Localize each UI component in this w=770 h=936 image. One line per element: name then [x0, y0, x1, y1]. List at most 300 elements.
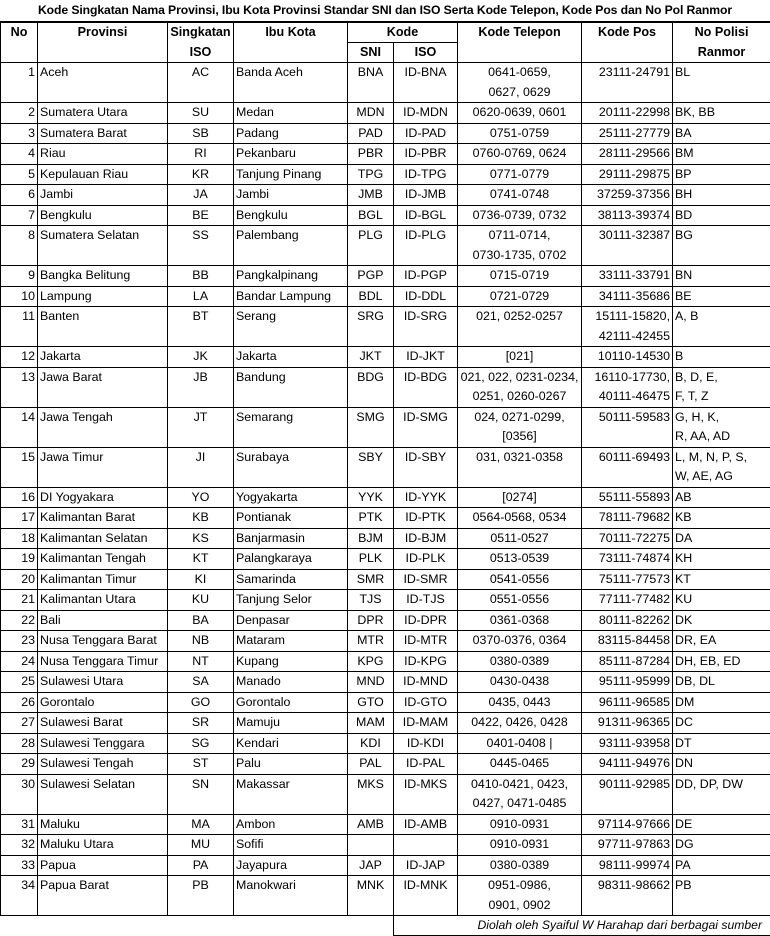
cell-sni: [348, 835, 394, 856]
cell-telepon-line: 0736-0739, 0732: [458, 206, 581, 226]
cell-telepon-line: 0910-0931: [458, 835, 581, 855]
cell-pos: [582, 549, 673, 570]
cell-singkatan: JA: [168, 185, 234, 206]
cell-provinsi: Sulawesi Utara: [38, 672, 168, 693]
cell-singkatan: SS: [168, 226, 234, 266]
cell-nopol: [673, 610, 770, 631]
cell-telepon-line: 024, 0271-0299,: [458, 408, 581, 428]
cell-ibukota: Sofifi: [234, 835, 348, 856]
cell-nopol-line: KH: [673, 549, 770, 569]
table-row: [1, 835, 770, 856]
cell-nopol-line: A, B: [673, 307, 770, 327]
cell-nopol-line: BD: [673, 206, 770, 226]
cell-telepon-line: [0274]: [458, 488, 581, 508]
cell-ibukota: Mamuju: [234, 713, 348, 734]
cell-nopol: [673, 367, 770, 407]
page-title: Kode Singkatan Nama Provinsi, Ibu Kota Provinsi Standar SNI dan ISO Serta Kode Telepon, Kode Pos dan No Pol Ranmor: [0, 0, 770, 22]
cell-provinsi: Jakarta: [38, 347, 168, 368]
cell-pos-line: 55111-55893: [582, 488, 672, 508]
cell-telepon: [458, 835, 582, 856]
cell-nopol-line: KB: [673, 508, 770, 528]
table-row: [1, 447, 770, 487]
cell-pos-line: 80111-82262: [582, 611, 672, 631]
cell-iso: ID-SBY: [394, 447, 458, 487]
cell-iso: ID-PGP: [394, 266, 458, 287]
cell-iso: ID-SMR: [394, 569, 458, 590]
cell-nopol-line: DC: [673, 713, 770, 733]
cell-nopol: [673, 205, 770, 226]
cell-pos: [582, 713, 673, 734]
cell-sni: PGP: [348, 266, 394, 287]
cell-pos: [582, 733, 673, 754]
cell-sni: JMB: [348, 185, 394, 206]
cell-provinsi: Jawa Tengah: [38, 407, 168, 447]
cell-no: 3: [1, 123, 38, 144]
cell-ibukota: Tanjung Pinang: [234, 164, 348, 185]
footer-source: Diolah oleh Syaiful W Harahap dari berbagai sumber: [394, 916, 770, 936]
cell-iso: ID-PLK: [394, 549, 458, 570]
cell-nopol-line: BH: [673, 185, 770, 205]
cell-nopol-line: KU: [673, 590, 770, 610]
cell-no: 18: [1, 528, 38, 549]
cell-nopol-line: BE: [673, 287, 770, 307]
cell-provinsi: Sulawesi Tengah: [38, 754, 168, 775]
cell-telepon-line: 0951-0986,: [458, 876, 581, 896]
cell-ibukota: Manado: [234, 672, 348, 693]
cell-pos: [582, 631, 673, 652]
cell-ibukota: Palangkaraya: [234, 549, 348, 570]
cell-no: 19: [1, 549, 38, 570]
cell-sni: PAD: [348, 123, 394, 144]
cell-pos-line: 85111-87284: [582, 652, 672, 672]
cell-no: 28: [1, 733, 38, 754]
cell-iso: ID-SMG: [394, 407, 458, 447]
cell-singkatan: KU: [168, 590, 234, 611]
cell-no: 7: [1, 205, 38, 226]
cell-telepon: [458, 487, 582, 508]
cell-nopol: [673, 672, 770, 693]
cell-telepon: [458, 610, 582, 631]
cell-iso: ID-KDI: [394, 733, 458, 754]
cell-nopol: [673, 407, 770, 447]
cell-telepon-line: 0721-0729: [458, 287, 581, 307]
cell-sni: AMB: [348, 814, 394, 835]
cell-provinsi: Gorontalo: [38, 692, 168, 713]
cell-telepon-line: 0401-0408 |: [458, 734, 581, 754]
cell-singkatan: SA: [168, 672, 234, 693]
cell-no: 33: [1, 855, 38, 876]
header-singkatan-iso: ISO: [168, 43, 234, 63]
cell-nopol: [673, 876, 770, 916]
cell-nopol-line: BN: [673, 266, 770, 286]
cell-nopol: [673, 814, 770, 835]
cell-pos: [582, 672, 673, 693]
table-row: [1, 774, 770, 814]
cell-iso: ID-MKS: [394, 774, 458, 814]
cell-telepon: [458, 713, 582, 734]
cell-pos: [582, 407, 673, 447]
cell-no: 30: [1, 774, 38, 814]
cell-nopol-line: KT: [673, 570, 770, 590]
cell-pos-line: 78111-79682: [582, 508, 672, 528]
cell-singkatan: PA: [168, 855, 234, 876]
table-row: [1, 754, 770, 775]
cell-pos: [582, 103, 673, 124]
cell-pos-line: 70111-72275: [582, 529, 672, 549]
cell-telepon: [458, 508, 582, 529]
cell-pos-line: 60111-69493: [582, 448, 672, 468]
cell-nopol-line: DM: [673, 693, 770, 713]
cell-singkatan: BT: [168, 307, 234, 347]
cell-no: 23: [1, 631, 38, 652]
cell-nopol-line: BA: [673, 124, 770, 144]
cell-telepon-line: 0751-0759: [458, 124, 581, 144]
cell-iso: ID-BGL: [394, 205, 458, 226]
cell-no: 9: [1, 266, 38, 287]
cell-iso: ID-BDG: [394, 367, 458, 407]
cell-nopol-line: F, T, Z: [673, 387, 770, 407]
cell-nopol: [673, 103, 770, 124]
cell-nopol-line: AB: [673, 488, 770, 508]
cell-nopol-line: BM: [673, 144, 770, 164]
cell-ibukota: Tanjung Selor: [234, 590, 348, 611]
cell-pos-line: 40111-46475: [582, 387, 672, 407]
cell-telepon-line: 0551-0556: [458, 590, 581, 610]
cell-provinsi: Kalimantan Barat: [38, 508, 168, 529]
cell-pos: [582, 569, 673, 590]
cell-singkatan: KS: [168, 528, 234, 549]
cell-ibukota: Bandar Lampung: [234, 286, 348, 307]
cell-telepon: [458, 651, 582, 672]
cell-telepon-line: 0620-0639, 0601: [458, 103, 581, 123]
cell-nopol-line: DN: [673, 754, 770, 774]
table-row: [1, 814, 770, 835]
cell-iso: ID-PLG: [394, 226, 458, 266]
cell-nopol: [673, 164, 770, 185]
cell-iso: ID-JMB: [394, 185, 458, 206]
table-header: [1, 23, 770, 63]
cell-nopol-line: BG: [673, 226, 770, 246]
cell-ibukota: Serang: [234, 307, 348, 347]
cell-provinsi: Bangka Belitung: [38, 266, 168, 287]
cell-pos-line: 15111-15820,: [582, 307, 672, 327]
cell-telepon-line: 031, 0321-0358: [458, 448, 581, 468]
cell-sni: YYK: [348, 487, 394, 508]
cell-ibukota: Manokwari: [234, 876, 348, 916]
cell-singkatan: ST: [168, 754, 234, 775]
cell-no: 12: [1, 347, 38, 368]
cell-provinsi: Sumatera Selatan: [38, 226, 168, 266]
cell-provinsi: Maluku Utara: [38, 835, 168, 856]
cell-telepon-line: 0715-0719: [458, 266, 581, 286]
cell-provinsi: Kalimantan Timur: [38, 569, 168, 590]
cell-nopol-line: DG: [673, 835, 770, 855]
table-row: [1, 487, 770, 508]
cell-iso: ID-MND: [394, 672, 458, 693]
cell-no: 32: [1, 835, 38, 856]
cell-provinsi: Kalimantan Tengah: [38, 549, 168, 570]
cell-nopol: [673, 590, 770, 611]
cell-pos: [582, 835, 673, 856]
cell-nopol: [673, 144, 770, 165]
cell-singkatan: KT: [168, 549, 234, 570]
cell-ibukota: Jakarta: [234, 347, 348, 368]
cell-sni: PLK: [348, 549, 394, 570]
cell-sni: GTO: [348, 692, 394, 713]
cell-pos: [582, 367, 673, 407]
cell-telepon: [458, 754, 582, 775]
cell-singkatan: SB: [168, 123, 234, 144]
cell-ibukota: Padang: [234, 123, 348, 144]
table-row: [1, 103, 770, 124]
cell-pos-line: 95111-95999: [582, 672, 672, 692]
cell-sni: SMG: [348, 407, 394, 447]
header-ibukota: Ibu Kota: [234, 23, 348, 63]
cell-no: 25: [1, 672, 38, 693]
cell-iso: ID-AMB: [394, 814, 458, 835]
cell-telepon-line: 0361-0368: [458, 611, 581, 631]
cell-nopol: [673, 226, 770, 266]
cell-iso: ID-DPR: [394, 610, 458, 631]
cell-provinsi: Papua: [38, 855, 168, 876]
cell-provinsi: Nusa Tenggara Timur: [38, 651, 168, 672]
cell-sni: TJS: [348, 590, 394, 611]
cell-no: 24: [1, 651, 38, 672]
cell-nopol-line: G, H, K,: [673, 408, 770, 428]
cell-ibukota: Pekanbaru: [234, 144, 348, 165]
cell-iso: ID-KPG: [394, 651, 458, 672]
cell-telepon-line: 0513-0539: [458, 549, 581, 569]
cell-pos: [582, 144, 673, 165]
cell-nopol: [673, 631, 770, 652]
cell-telepon: [458, 367, 582, 407]
cell-pos-line: 98111-99974: [582, 856, 672, 876]
cell-sni: SRG: [348, 307, 394, 347]
cell-iso: ID-MTR: [394, 631, 458, 652]
cell-nopol-line: B, D, E,: [673, 368, 770, 388]
cell-sni: MDN: [348, 103, 394, 124]
cell-sni: SBY: [348, 447, 394, 487]
cell-nopol: [673, 569, 770, 590]
cell-ibukota: Kendari: [234, 733, 348, 754]
cell-telepon-line: 0627, 0629: [458, 83, 581, 103]
cell-sni: PTK: [348, 508, 394, 529]
cell-nopol-line: PA: [673, 856, 770, 876]
cell-ibukota: Ambon: [234, 814, 348, 835]
cell-sni: BDL: [348, 286, 394, 307]
cell-no: 1: [1, 63, 38, 103]
cell-ibukota: Gorontalo: [234, 692, 348, 713]
table-row: [1, 185, 770, 206]
cell-ibukota: Bandung: [234, 367, 348, 407]
cell-nopol: [673, 487, 770, 508]
cell-pos: [582, 226, 673, 266]
table-row: [1, 367, 770, 407]
cell-pos: [582, 528, 673, 549]
table-row: [1, 508, 770, 529]
cell-iso: ID-MNK: [394, 876, 458, 916]
header-pos: Kode Pos: [582, 23, 673, 63]
cell-iso: ID-TPG: [394, 164, 458, 185]
header-kode: Kode: [348, 23, 458, 43]
cell-pos-line: 91311-96365: [582, 713, 672, 733]
cell-nopol: [673, 835, 770, 856]
cell-telepon: [458, 672, 582, 693]
cell-iso: [394, 835, 458, 856]
cell-pos: [582, 487, 673, 508]
cell-singkatan: SU: [168, 103, 234, 124]
cell-telepon-line: 0760-0769, 0624: [458, 144, 581, 164]
cell-pos: [582, 610, 673, 631]
cell-ibukota: Medan: [234, 103, 348, 124]
cell-singkatan: BB: [168, 266, 234, 287]
cell-provinsi: Sulawesi Tenggara: [38, 733, 168, 754]
cell-ibukota: Banda Aceh: [234, 63, 348, 103]
cell-telepon: [458, 569, 582, 590]
cell-singkatan: JK: [168, 347, 234, 368]
cell-telepon: [458, 226, 582, 266]
cell-provinsi: Kalimantan Selatan: [38, 528, 168, 549]
cell-pos: [582, 447, 673, 487]
cell-pos: [582, 185, 673, 206]
cell-telepon: [458, 185, 582, 206]
cell-pos-line: 98311-98662: [582, 876, 672, 896]
cell-sni: JKT: [348, 347, 394, 368]
cell-nopol: [673, 692, 770, 713]
cell-sni: JAP: [348, 855, 394, 876]
cell-nopol: [673, 855, 770, 876]
cell-pos: [582, 123, 673, 144]
cell-ibukota: Jayapura: [234, 855, 348, 876]
table-row: [1, 286, 770, 307]
table-row: [1, 549, 770, 570]
cell-no: 14: [1, 407, 38, 447]
header-no: No: [1, 23, 38, 63]
cell-sni: MND: [348, 672, 394, 693]
cell-pos-line: 30111-32387: [582, 226, 672, 246]
cell-no: 17: [1, 508, 38, 529]
cell-provinsi: Jawa Timur: [38, 447, 168, 487]
cell-nopol: [673, 713, 770, 734]
cell-telepon-line: 0641-0659,: [458, 63, 581, 83]
cell-pos-line: 42111-42455: [582, 327, 672, 347]
cell-iso: ID-PAD: [394, 123, 458, 144]
cell-nopol: [673, 447, 770, 487]
cell-singkatan: KI: [168, 569, 234, 590]
cell-telepon: [458, 266, 582, 287]
cell-nopol: [673, 63, 770, 103]
cell-no: 5: [1, 164, 38, 185]
cell-telepon-line: 0741-0748: [458, 185, 581, 205]
cell-nopol: [673, 185, 770, 206]
table-row: [1, 144, 770, 165]
cell-singkatan: NT: [168, 651, 234, 672]
cell-no: 21: [1, 590, 38, 611]
cell-pos-line: 10110-14530: [582, 347, 672, 367]
cell-pos-line: 50111-59583: [582, 408, 672, 428]
cell-no: 34: [1, 876, 38, 916]
cell-telepon-line: 021, 022, 0231-0234,: [458, 368, 581, 388]
cell-ibukota: Pontianak: [234, 508, 348, 529]
cell-telepon-line: 0422, 0426, 0428: [458, 713, 581, 733]
cell-no: 8: [1, 226, 38, 266]
cell-provinsi: Riau: [38, 144, 168, 165]
cell-pos: [582, 754, 673, 775]
cell-provinsi: Jawa Barat: [38, 367, 168, 407]
cell-ibukota: Jambi: [234, 185, 348, 206]
table-row: [1, 876, 770, 916]
cell-telepon-line: 0435, 0443: [458, 693, 581, 713]
cell-iso: ID-PAL: [394, 754, 458, 775]
cell-pos: [582, 164, 673, 185]
cell-ibukota: Mataram: [234, 631, 348, 652]
cell-telepon: [458, 205, 582, 226]
cell-nopol-line: DB, DL: [673, 672, 770, 692]
cell-iso: ID-GTO: [394, 692, 458, 713]
cell-provinsi: Sumatera Utara: [38, 103, 168, 124]
table-row: [1, 226, 770, 266]
cell-provinsi: Lampung: [38, 286, 168, 307]
cell-provinsi: Kalimantan Utara: [38, 590, 168, 611]
cell-telepon-line: 0410-0421, 0423,: [458, 775, 581, 795]
cell-singkatan: MU: [168, 835, 234, 856]
cell-telepon-line: 0380-0389: [458, 856, 581, 876]
header-provinsi: Provinsi: [38, 23, 168, 63]
cell-telepon: [458, 144, 582, 165]
cell-sni: PBR: [348, 144, 394, 165]
cell-telepon: [458, 549, 582, 570]
cell-pos: [582, 876, 673, 916]
cell-nopol: [673, 774, 770, 814]
cell-telepon-line: 0910-0931: [458, 815, 581, 835]
cell-no: 20: [1, 569, 38, 590]
header-singkatan: Singkatan: [168, 23, 234, 43]
cell-nopol-line: BP: [673, 165, 770, 185]
cell-telepon: [458, 407, 582, 447]
province-table: [0, 22, 770, 936]
table-row: [1, 569, 770, 590]
cell-provinsi: Banten: [38, 307, 168, 347]
cell-iso: ID-DDL: [394, 286, 458, 307]
cell-singkatan: KR: [168, 164, 234, 185]
cell-telepon-line: 0711-0714,: [458, 226, 581, 246]
cell-iso: ID-PTK: [394, 508, 458, 529]
cell-pos: [582, 855, 673, 876]
cell-ibukota: Makassar: [234, 774, 348, 814]
cell-telepon: [458, 347, 582, 368]
cell-pos-line: 96111-96585: [582, 693, 672, 713]
cell-nopol-line: DH, EB, ED: [673, 652, 770, 672]
cell-telepon: [458, 590, 582, 611]
cell-singkatan: PB: [168, 876, 234, 916]
cell-pos-line: 97114-97666: [582, 815, 672, 835]
cell-telepon-line: 0511-0527: [458, 529, 581, 549]
cell-nopol: [673, 266, 770, 287]
cell-ibukota: Bengkulu: [234, 205, 348, 226]
cell-pos: [582, 590, 673, 611]
cell-pos: [582, 286, 673, 307]
cell-sni: MTR: [348, 631, 394, 652]
cell-singkatan: SG: [168, 733, 234, 754]
cell-telepon: [458, 63, 582, 103]
cell-iso: ID-SRG: [394, 307, 458, 347]
table-row: [1, 610, 770, 631]
cell-telepon: [458, 307, 582, 347]
table-row: [1, 307, 770, 347]
cell-pos-line: 75111-77573: [582, 570, 672, 590]
cell-sni: KDI: [348, 733, 394, 754]
cell-ibukota: Semarang: [234, 407, 348, 447]
